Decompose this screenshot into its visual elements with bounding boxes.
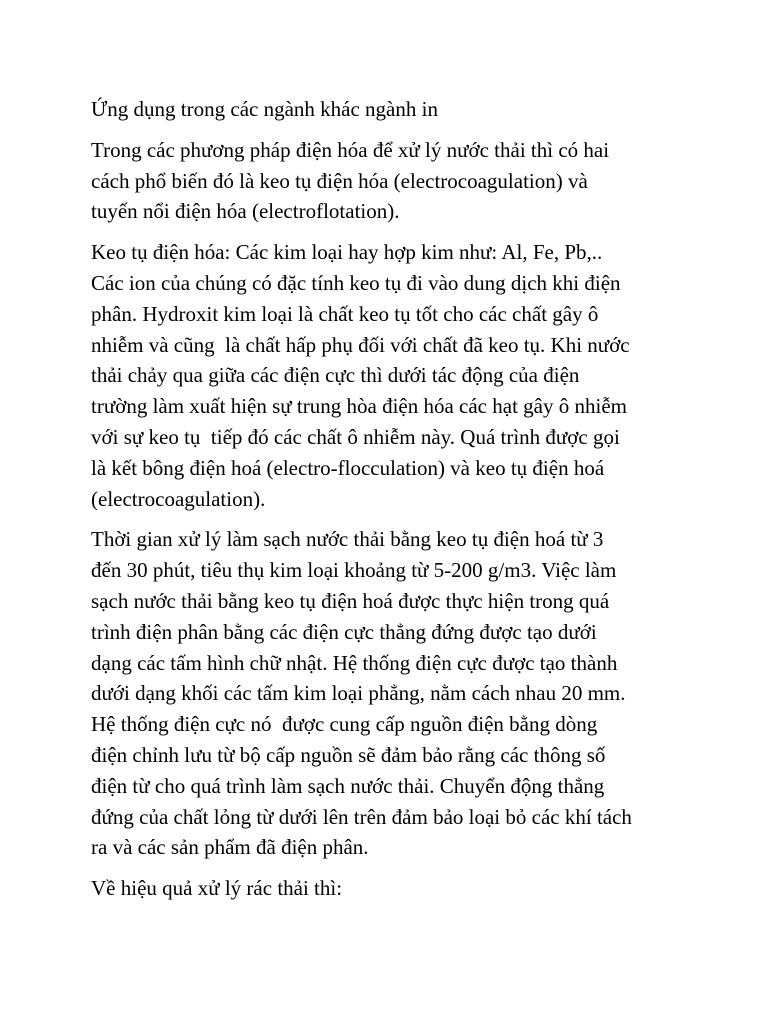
body-paragraph: [91, 135, 681, 227]
paragraph-line: (electrocoagulation).: [91, 486, 266, 511]
paragraph-line: trường làm xuất hiện sự trung hòa điện hóa các hạt gây ô nhiễm: [91, 394, 627, 419]
paragraph-line: dạng các tấm hình chữ nhật. Hệ thống điện cực được tạo thành: [91, 650, 618, 675]
paragraph-line: đứng của chất lỏng từ dưới lên trên đảm bảo loại bỏ các khí tách: [91, 804, 632, 829]
section-heading: Ứng dụng trong các ngành khác ngành in: [91, 97, 438, 121]
body-paragraph: [91, 873, 681, 904]
paragraph-line: đến 30 phút, tiêu thụ kim loại khoảng từ 5-200 g/m3. Việc làm: [91, 558, 617, 583]
document-body: [91, 94, 681, 914]
paragraph-line: thải chảy qua giữa các điện cực thì dưới tác động của điện: [91, 363, 580, 388]
body-paragraph: [91, 524, 681, 863]
paragraph-line: Các ion của chúng có đặc tính keo tụ đi vào dung dịch khi điện: [91, 270, 621, 295]
paragraph-line: dưới dạng khối các tấm kim loại phẳng, nằm cách nhau 20 mm.: [91, 681, 626, 706]
paragraph-line: Thời gian xử lý làm sạch nước thải bằng keo tụ điện hoá từ 3: [91, 527, 604, 552]
paragraph-line: trình điện phân bằng các điện cực thẳng đứng được tạo dưới: [91, 619, 597, 644]
paragraph-line: điện từ cho quá trình làm sạch nước thải. Chuyển động thẳng: [91, 773, 605, 798]
paragraph-list: [91, 135, 681, 904]
paragraph-line: Keo tụ điện hóa: Các kim loại hay hợp kim như: Al, Fe, Pb,..: [91, 240, 603, 265]
paragraph-line: nhiễm và cũng là chất hấp phụ đối với chất đã keo tụ. Khi nước: [91, 332, 630, 357]
paragraph-line: Hệ thống điện cực nó được cung cấp nguồn điện bằng dòng: [91, 712, 598, 737]
paragraph-line: ra và các sản phẩm đã điện phân.: [91, 835, 369, 860]
paragraph-line: điện chỉnh lưu từ bộ cấp nguồn sẽ đảm bảo rằng các thông số: [91, 742, 606, 767]
body-paragraph: [91, 237, 681, 514]
paragraph-line: cách phổ biến đó là keo tụ điện hóa (electrocoagulation) và: [91, 168, 588, 193]
paragraph-line: Trong các phương pháp điện hóa để xử lý nước thải thì có hai: [91, 137, 610, 162]
paragraph-line: là kết bông điện hoá (electro-flocculation) và keo tụ điện hoá: [91, 455, 605, 480]
paragraph-line: sạch nước thải bằng keo tụ điện hoá được thực hiện trong quá: [91, 588, 610, 613]
paragraph-line: phân. Hydroxit kim loại là chất keo tụ tốt cho các chất gây ô: [91, 301, 599, 326]
paragraph-line: tuyến nổi điện hóa (electroflotation).: [91, 199, 400, 224]
paragraph-line: Về hiệu quả xử lý rác thải thì:: [91, 876, 343, 901]
paragraph-line: với sự keo tụ tiếp đó các chất ô nhiễm này. Quá trình được gọi: [91, 424, 620, 449]
